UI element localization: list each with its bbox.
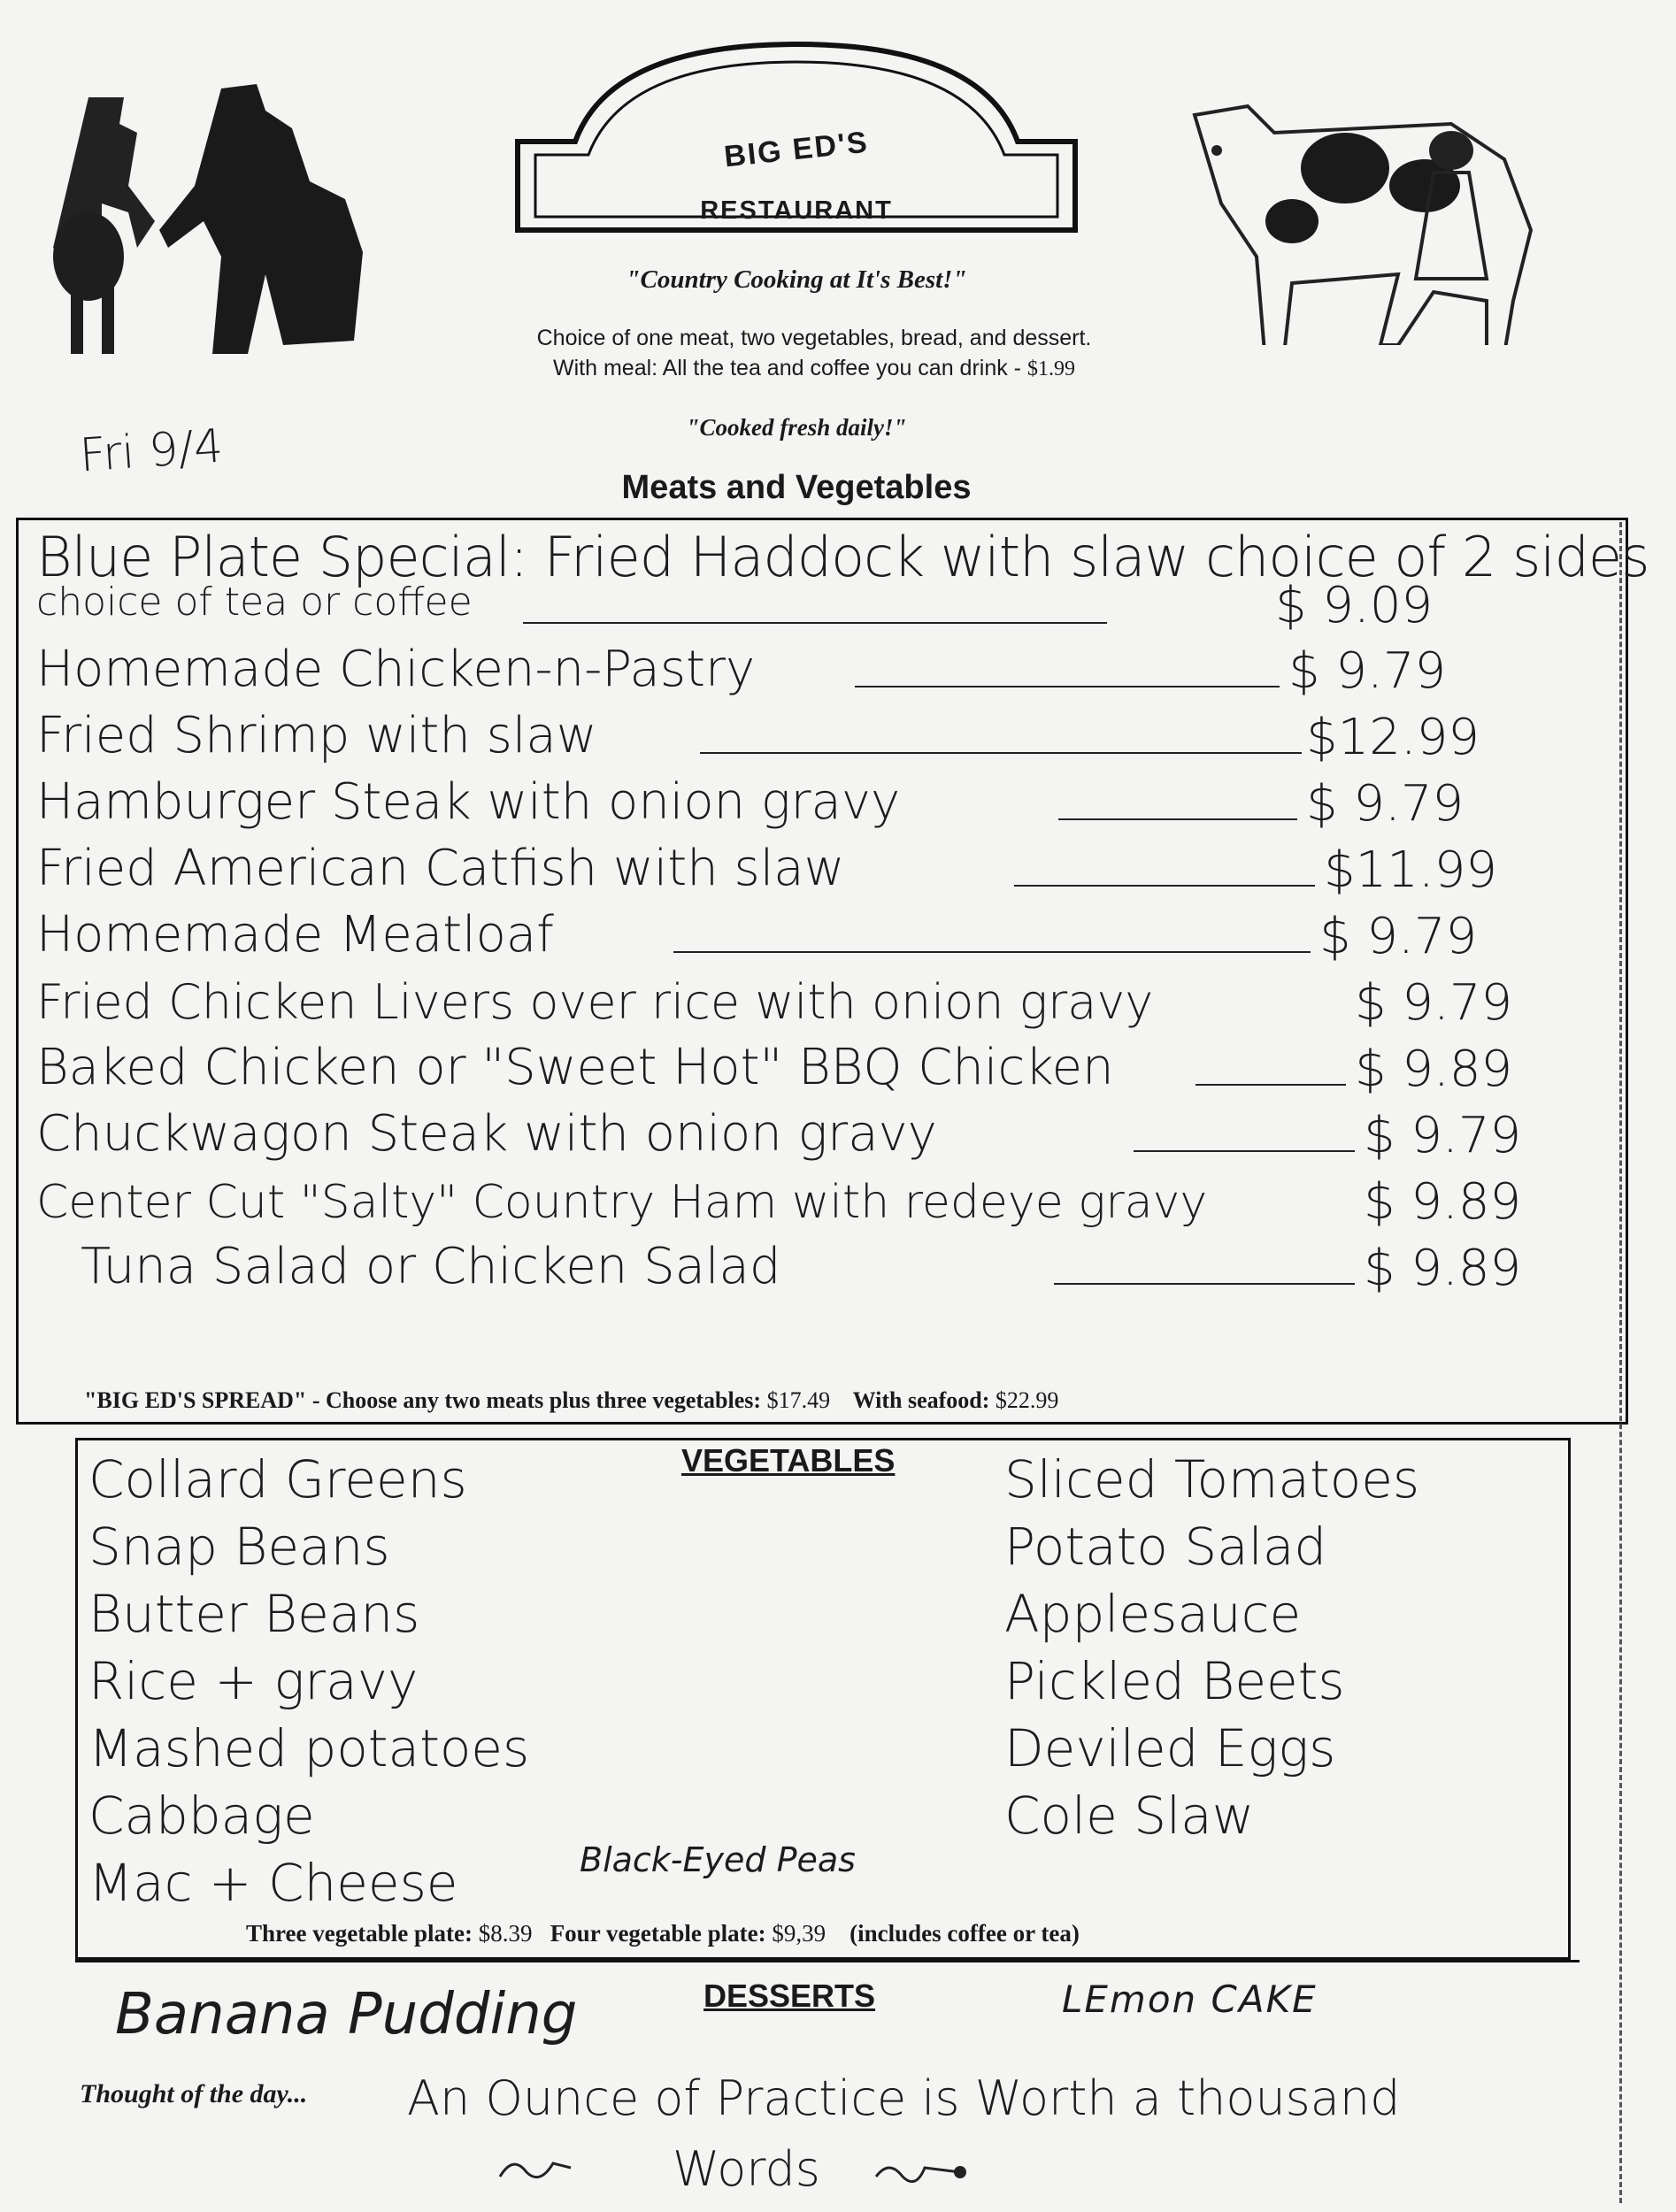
vegetable-item: Cabbage [88,1786,315,1846]
meat-name: Fried Shrimp with slaw [36,707,597,764]
meat-name: Tuna Salad or Chicken Salad [81,1238,781,1295]
meat-price: $ 9.89 [1364,1173,1522,1231]
vegetable-item: Mashed potatoes [88,1718,530,1778]
spread-seafood-label: With seafood: [852,1387,990,1413]
vegetable-item: Pickled Beets [1004,1651,1345,1711]
plates-note: (includes coffee or tea) [850,1920,1080,1947]
meat-price: $11.99 [1324,841,1497,899]
spread-seafood-price: $22.99 [995,1387,1059,1413]
squiggle-decoration [496,2150,575,2185]
thought-line-2: Words [673,2141,820,2197]
vegetable-item: Butter Beans [88,1584,420,1644]
menu-row [36,1104,1611,1168]
price-leader-line [1014,885,1315,887]
menu-row [36,1171,1611,1234]
special-line-1: Blue Plate Special: Fried Haddock with slaw choice of 2 sides [36,525,1649,589]
vegetables-right-column [1004,1449,1553,1853]
meat-name: Homemade Chicken-n-Pastry [36,641,756,698]
squiggle-decoration [872,2154,969,2190]
intro-line-1: Choice of one meat, two vegetables, bread, and dessert. [536,326,1092,350]
logo-title: BIG ED'S [722,125,871,174]
meat-price: $ 9.79 [1288,642,1447,700]
menu-row [36,972,1611,1035]
price-leader-line [673,951,1311,953]
menu-row [36,640,1611,703]
spread-price: $17.49 [766,1387,831,1413]
meat-name: Fried American Catfish with slaw [36,840,845,897]
vegetable-item: Cole Slaw [1004,1786,1255,1846]
divider [75,1960,1580,1962]
vegetable-item-extra: Black-Eyed Peas [580,1840,856,1879]
meat-price: $ 9.79 [1319,908,1478,965]
price-leader-line [1134,1150,1355,1152]
dessert-item: Banana Pudding [115,1982,578,2047]
farmers-silhouette-image [53,80,389,354]
vegetable-item: Potato Salad [1004,1517,1327,1577]
four-plate-price: $9,39 [772,1920,826,1947]
meat-price: $12.99 [1306,709,1480,766]
meat-name: Center Cut "Salty" Country Ham with redeye gravy [36,1176,1208,1229]
four-plate-label: Four vegetable plate: [550,1920,766,1947]
vegetable-item: Applesauce [1004,1584,1302,1644]
desserts-title: DESSERTS [703,1978,876,2014]
vegetable-item: Mac + Cheese [88,1853,458,1913]
intro-line-2 [372,356,1257,381]
three-plate-label: Three vegetable plate: [246,1920,473,1947]
meat-price: $ 9.89 [1355,1041,1513,1098]
thought-label: Thought of the day... [80,2079,308,2108]
price-leader-line [855,686,1280,687]
handwritten-date: Fri 9/4 [78,419,226,483]
three-plate-price: $8.39 [478,1920,533,1947]
vegetable-item: Collard Greens [88,1449,467,1509]
meat-name: Baked Chicken or "Sweet Hot" BBQ Chicken [36,1039,1114,1096]
big-eds-spread [84,1387,1058,1414]
price-leader-line [1054,1283,1355,1285]
meat-price: $ 9.89 [1364,1240,1522,1297]
meat-price: $ 9.79 [1355,974,1513,1032]
vegetables-left-column [88,1449,619,1920]
menu-row [36,1038,1611,1102]
price-leader-line [1195,1084,1346,1086]
menu-row [36,905,1611,969]
vegetable-item: Sliced Tomatoes [1004,1449,1420,1509]
intro-line-2-text: With meal: All the tea and coffee you can drink - [553,356,1022,380]
drink-price: $1.99 [1026,357,1075,380]
special-line-2: choice of tea or coffee [36,580,473,625]
menu-row [36,839,1611,902]
meat-price: $ 9.79 [1364,1107,1522,1164]
logo-subtitle: RESTAURANT [700,196,893,225]
cow-and-milkmaid-image [1168,88,1549,345]
menu-row [36,772,1611,836]
meat-name: Chuckwagon Steak with onion gravy [36,1105,937,1163]
spread-label: "BIG ED'S SPREAD" - Choose any two meats plus three vegetables: [84,1387,762,1413]
meats-box [16,518,1649,1425]
thought-line-1: An Ounce of Practice is Worth a thousand [407,2070,1401,2126]
price-leader-line [700,752,1302,754]
vegetables-title: VEGETABLES [681,1442,896,1479]
price-leader-line [523,622,1107,624]
section-title: Meats and Vegetables [621,469,972,506]
special-row [36,525,1649,634]
menu-row [36,1237,1611,1301]
tagline: "Country Cooking at It's Best!" [626,265,967,294]
meat-name: Homemade Meatloaf [36,906,554,964]
menu-row [36,706,1611,770]
vegetable-plates [246,1920,1080,1947]
special-price: $ 9.09 [1275,577,1434,634]
page-edge [1619,522,1622,2203]
meat-name: Fried Chicken Livers over rice with onion gravy [36,974,1154,1030]
vegetable-item: Deviled Eggs [1004,1718,1336,1778]
vegetable-item: Rice + gravy [88,1651,419,1711]
price-leader-line [1058,818,1297,820]
cooked-fresh-note: "Cooked fresh daily!" [686,414,907,441]
vegetable-item: Snap Beans [88,1517,390,1577]
meat-name: Hamburger Steak with onion gravy [36,773,901,831]
meat-price: $ 9.79 [1306,775,1465,833]
dessert-item: LEmon CAKE [1062,1978,1318,2021]
